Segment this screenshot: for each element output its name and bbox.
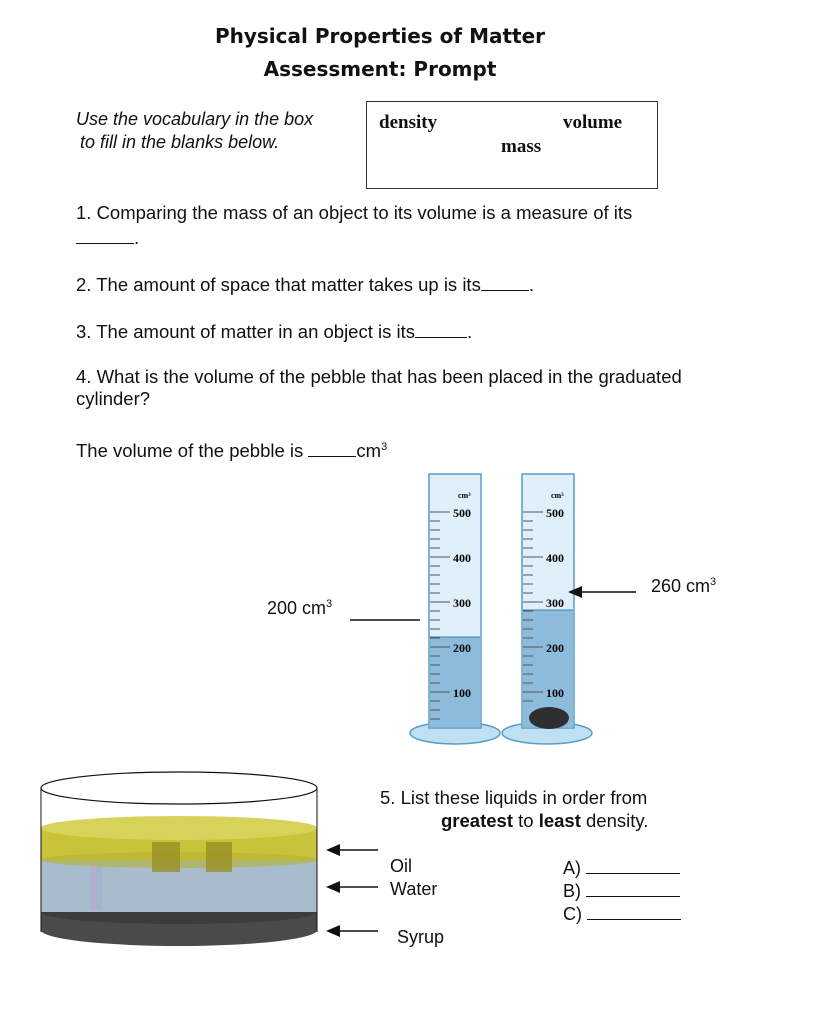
oil-label: Oil xyxy=(390,856,412,876)
right-tick-500: 500 xyxy=(546,506,564,520)
period: . xyxy=(528,274,534,295)
right-tick-200: 200 xyxy=(546,641,564,655)
question-2 xyxy=(76,272,534,296)
water-reflection xyxy=(90,862,96,910)
left-tick-100: 100 xyxy=(453,686,471,700)
container-rim xyxy=(41,772,317,804)
period: . xyxy=(467,321,473,342)
vocab-word-mass: mass xyxy=(501,136,542,157)
pebble-prefix: The volume of the pebble is xyxy=(76,440,309,462)
answer-a-blank[interactable] xyxy=(586,859,680,874)
to-word: to xyxy=(512,810,539,831)
left-reading-text: 200 cm xyxy=(267,598,327,618)
answer-a xyxy=(563,858,680,879)
right-reading-text: 260 cm xyxy=(651,576,711,596)
layer-arrows xyxy=(324,836,384,946)
answer-b-blank[interactable] xyxy=(586,882,680,897)
right-tick-400: 400 xyxy=(546,551,564,565)
pebble xyxy=(529,707,569,729)
left-cylinder xyxy=(410,474,500,744)
pebble-volume-prompt xyxy=(76,436,387,462)
answer-b xyxy=(563,881,680,902)
left-tick-300: 300 xyxy=(453,596,471,610)
question-1-text: 1. Comparing the mass of an object to its volume is a measure of its xyxy=(76,202,633,223)
period: . xyxy=(134,227,140,248)
answer-blank-2[interactable] xyxy=(481,272,529,291)
left-cylinder-reading xyxy=(267,598,332,619)
left-tick-500: 500 xyxy=(453,506,471,520)
greatest-word: greatest xyxy=(441,810,513,831)
answer-c-blank[interactable] xyxy=(587,905,681,920)
right-unit-label: cm³ xyxy=(551,491,564,500)
water-label: Water xyxy=(390,879,438,899)
vocabulary-box xyxy=(366,101,658,189)
vocab-word-volume: volume xyxy=(563,112,623,133)
oil-arrow-head xyxy=(326,844,340,856)
answer-c-label: C) xyxy=(563,904,582,924)
pebble-unit: cm xyxy=(356,440,382,462)
question-3-text: 3. The amount of matter in an object is its xyxy=(76,321,415,342)
answer-a-label: A) xyxy=(563,858,581,878)
answer-blank-1[interactable] xyxy=(76,225,134,244)
right-tick-300: 300 xyxy=(546,596,564,610)
answer-blank-3[interactable] xyxy=(415,319,467,338)
vocab-word-density: density xyxy=(379,112,438,133)
syrup-arrow-head xyxy=(326,925,340,937)
oil-shadow xyxy=(152,842,180,872)
left-unit-label: cm³ xyxy=(458,491,471,500)
question-5-line2 xyxy=(441,810,648,832)
answer-blank-4[interactable] xyxy=(308,438,356,457)
question-2-text: 2. The amount of space that matter takes up is its xyxy=(76,274,481,295)
right-tick-100: 100 xyxy=(546,686,564,700)
water-arrow-head xyxy=(326,881,340,893)
answer-b-label: B) xyxy=(563,881,581,901)
question-5-line1: 5. List these liquids in order from xyxy=(380,787,648,808)
right-cylinder-reading xyxy=(651,576,716,597)
water-reflection xyxy=(96,862,102,910)
least-word: least xyxy=(538,810,581,831)
graduated-cylinders-illustration xyxy=(340,462,650,752)
left-tick-400: 400 xyxy=(453,551,471,565)
page-subtitle: Assessment: Prompt xyxy=(263,57,497,81)
pebble-unit-exponent: 3 xyxy=(381,441,388,453)
syrup-label: Syrup xyxy=(397,927,445,947)
question-4-line2: cylinder? xyxy=(76,388,151,409)
page-title: Physical Properties of Matter xyxy=(214,24,546,48)
question-1 xyxy=(76,202,632,224)
density-word: density. xyxy=(580,810,649,831)
answer-c xyxy=(563,904,681,925)
instructions-line1: Use the vocabulary in the box xyxy=(76,109,314,129)
question-4-line1: 4. What is the volume of the pebble that has been placed in the graduated xyxy=(76,366,682,387)
oil-shadow xyxy=(206,842,232,872)
oil-top xyxy=(41,816,317,840)
right-cylinder xyxy=(502,474,592,744)
question-1-answer xyxy=(76,225,139,249)
instructions-line2: to fill in the blanks below. xyxy=(80,132,280,152)
question-3 xyxy=(76,319,472,343)
left-reading-exponent: 3 xyxy=(326,598,333,610)
left-tick-200: 200 xyxy=(453,641,471,655)
layered-liquids-container xyxy=(30,762,330,962)
right-reading-exponent: 3 xyxy=(710,576,717,588)
